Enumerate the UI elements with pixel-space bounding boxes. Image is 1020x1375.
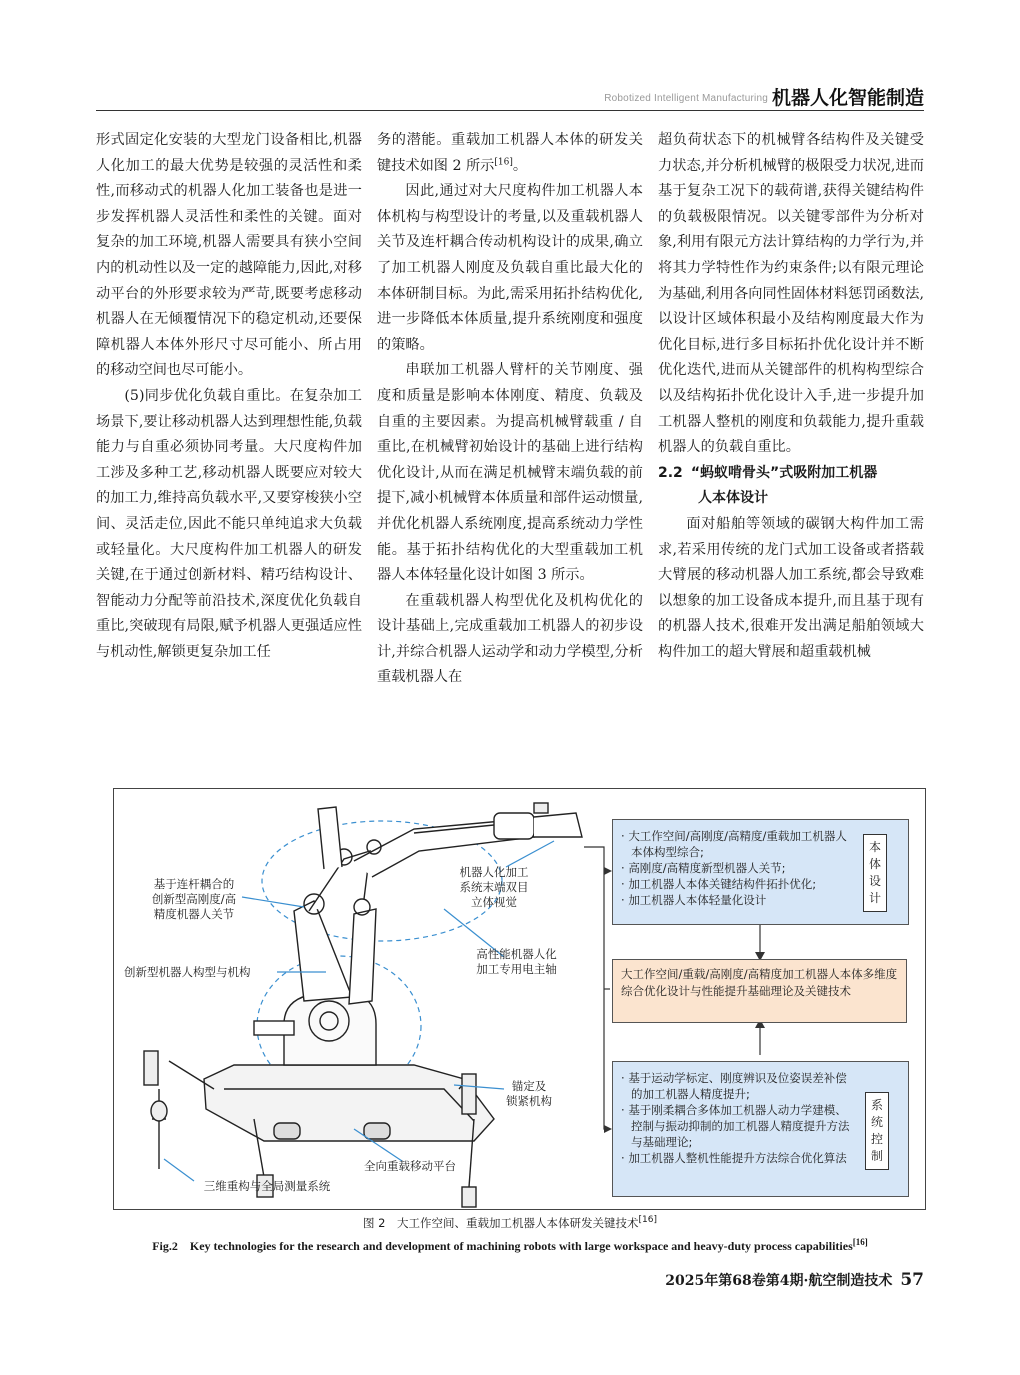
journal-issue: 2025年第68卷第4期·航空制造技术 xyxy=(665,1273,893,1289)
paragraph: 务的潜能。重载加工机器人本体的研发关键技术如图 2 所示[16]。 xyxy=(377,132,643,174)
paragraph: 串联加工机器人臂杆的关节刚度、强度和质量是影响本体刚度、精度、负载及自重的主要因素。为提高机械臂载重 / 自重比,在机械臂初始设计的基础上进行结构优化设计,从而在满足机械臂末端负载的前提下,减小机械臂本体质量和部件运动惯量,并优化机器人系统刚度,提高系统动力学性能。基于拓扑结构优化的大型重载加工机器人本体轻量化设计如图 3 所示。 xyxy=(377,362,643,584)
callout-measure: 三维重构与全局测量系统 xyxy=(203,1179,331,1193)
callout-joint: 基于连杆耦合的 创新型高刚度/高 精度机器人关节 xyxy=(151,877,237,921)
paragraph: 在重载机器人构型优化及机构优化的设计基础上,完成重载加工机器人的初步设计,并综合机器人运动学和动力学模型,分析重载机器人在 xyxy=(377,592,643,686)
paragraph: 面对船舶等领域的碳钢大构件加工需求,若采用传统的龙门式加工设备或者搭载大臂展的移动机器人加工系统,都会导致难以想象的加工设备成本提升,而且基于现有的机器人技术,很难开发出满足船舶领域大构件加工的超大臂展和超重载机械 xyxy=(658,515,924,660)
figure-caption-cn: 图 2 大工作空间、重载加工机器人本体研发关键技术[16] xyxy=(363,1215,657,1230)
header-english-title: Robotized Intelligent Manufacturing xyxy=(604,93,768,104)
callout-anchor: 锚定及 锁紧机构 xyxy=(506,1079,552,1108)
callout-line-vision xyxy=(506,841,554,867)
text-column-1 xyxy=(96,128,362,665)
section-heading: 2.2 “蚂蚁啃骨头”式吸附加工机器 人本体设计 xyxy=(658,464,878,507)
body-design-tag: 本体设计 xyxy=(863,834,887,912)
paragraph: (5)同步优化负载自重比。在复杂加工场景下,要让移动机器人达到理想性能,负载能力与自重必须协同考量。大尺度构件加工涉及多种工艺,移动机器人既要应对较大的加工力,维持高负载水平,又要穿梭狭小空间、灵活走位,因此不能只单纯追求大负载或轻量化。大尺度构件加工机器人的研发关键,在于通过创新材料、精巧结构设计、智能动力分配等前沿技术,深度优化负载自重比,突破现有局限,赋予机器人更强适应性与机动性,解锁更复杂加工任 xyxy=(96,387,362,660)
text-column-3 xyxy=(658,128,924,665)
citation-ref[interactable]: [16] xyxy=(852,1237,868,1247)
paragraph: 超负荷状态下的机械臂各结构件及关键受力状态,并分析机械臂的极限受力状况,进而基于复杂工况下的载荷谱,获得关键结构件的负载极限情况。以关键零部件为分析对象,利用有限元方法计算结构的力学行为,并将其力学特性作为约束条件;以有限元理论为基础,利用各向同性固体材料惩罚函数法,以设计区域体积最小及结构刚度最大作为优化目标,进行多目标拓扑优化设计并不断优化迭代,进而从关键部件的机构构型综合以及结构拓扑优化设计入手,进一步提升加工机器人整机的刚度和负载能力,提升重载机器人的负载自重比。 xyxy=(658,132,924,456)
list-item: · 加工机器人本体关键结构件拓扑优化; xyxy=(621,877,817,891)
paragraph: 形式固定化安装的大型龙门设备相比,机器人化加工的最大优势是较强的灵活性和柔性,而移动式的机器人化加工装备也是进一步发挥机器人灵活性和柔性的关键。面对复杂的加工环境,机器人需要具有狭小空间内的机动性以及一定的越障能力,因此,对移动平台的外形要求较为严苛,既要考虑移动机器人在无倾覆情况下的稳定机动,还要保障机器人本体外形尺寸尽可能小、所占用的移动空间也尽可能小。 xyxy=(96,132,362,379)
callout-spindle: 高性能机器人化 加工专用电主轴 xyxy=(476,947,557,976)
figure-caption-en: Fig.2 Key technologies for the research and development of machining robots with large workspace and heavy-duty process capabilities[16] xyxy=(152,1237,868,1253)
citation-ref[interactable]: [16] xyxy=(638,1215,657,1226)
core-theory-box: 大工作空间/重载/高刚度/高精度加工机器人本体多维度综合优化设计与性能提升基础理论及关键技术 xyxy=(612,959,907,1023)
list-item: · 高刚度/高精度新型机器人关节; xyxy=(621,861,786,875)
callout-platform: 全向重载移动平台 xyxy=(364,1159,456,1173)
running-header xyxy=(96,80,924,111)
mobile-platform xyxy=(204,1065,494,1141)
list-item: · 加工机器人本体轻量化设计 xyxy=(621,893,767,907)
body-design-box xyxy=(612,819,909,925)
system-control-tag: 系统控制 xyxy=(865,1092,889,1170)
bracket-line xyxy=(584,847,610,1129)
text-column-2 xyxy=(377,128,643,691)
header-chinese-title: 机器人化智能制造 xyxy=(771,87,924,109)
paragraph: 因此,通过对大尺度构件加工机器人本体机构与构型设计的考量,以及重载机器人关节及连杆耦合传动机构设计的成果,确立了加工机器人刚度及负载自重比最大化的本体研制目标。为此,需采用拓扑结构优化,进一步降低本体质量,提升系统刚度和强度的策略。 xyxy=(377,183,643,353)
list-item: · 基于刚柔耦合多体加工机器人动力学建模、控制与振动抑制的加工机器人精度提升方法与基础理论; xyxy=(621,1103,850,1149)
callout-line-measure xyxy=(164,1159,194,1181)
figure-2-frame xyxy=(113,788,926,1210)
list-item: · 加工机器人整机性能提升方法综合优化算法 xyxy=(621,1151,847,1165)
list-item: · 基于运动学标定、刚度辨识及位姿误差补偿的加工机器人精度提升; xyxy=(621,1071,847,1101)
page-number: 57 xyxy=(900,1270,924,1290)
callout-mechanism: 创新型机器人构型与机构 xyxy=(124,965,251,979)
list-item: · 大工作空间/高刚度/高精度/重载加工机器人本体构型综合; xyxy=(621,829,847,859)
system-control-box xyxy=(612,1061,909,1197)
citation-ref[interactable]: [16] xyxy=(494,156,513,167)
page-footer xyxy=(665,1270,924,1290)
callout-vision: 机器人化加工 系统末端双目 立体视觉 xyxy=(459,865,529,909)
